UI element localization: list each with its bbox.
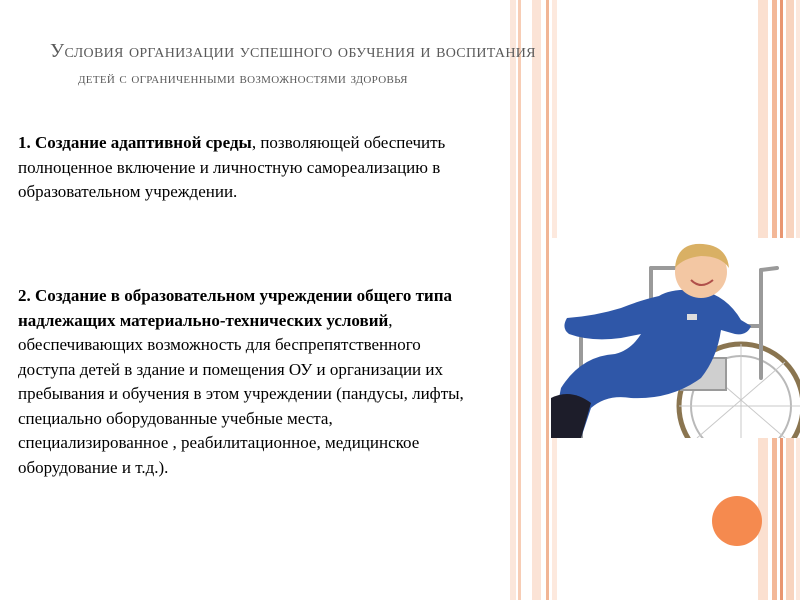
wheelchair-illustration [551,238,800,438]
point-2-heading: 2. Создание в образовательном учреждении общего типа надлежащих материально-технических условий [18,286,453,330]
point-1 [18,131,468,205]
point-2-text: , обеспечивающих возможность для беспрепятственного доступа детей в здание и помещения ОУ и организации их пребывания и обучения в этом учреждении (пандусы, лифты, специально оборудованные учебные места, специализированное , реабилитационное, медицинское оборудование и т.д.). [18,310,464,477]
point-1-heading: 1. Создание адаптивной среды [18,133,252,152]
title-line-2: детей с ограниченными возможностями здоровья [78,70,408,87]
wheelchair-child-photo [551,238,800,438]
point-1-text: , позволяющей обеспечить полноценное включение и личностную самореализацию в образовательном учреждении. [18,133,446,201]
decorative-orange-circle [712,496,762,546]
point-2 [18,284,468,480]
title-line-1: Условия организации успешного обучения и воспитания [50,40,536,62]
